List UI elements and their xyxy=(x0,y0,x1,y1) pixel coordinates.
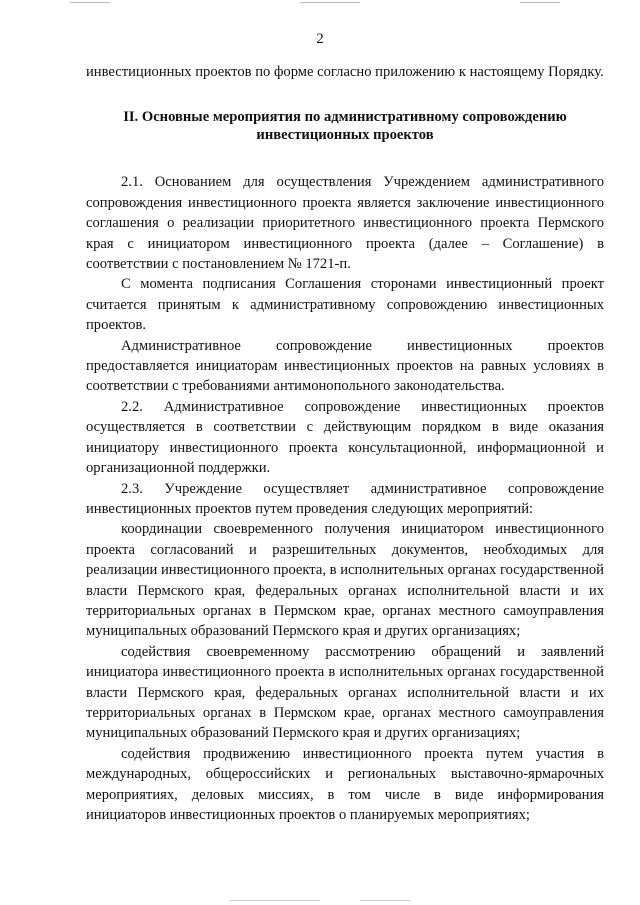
scan-mark xyxy=(300,2,360,3)
list-item: содействия продвижению инвестиционного проекта путем участия в международных, общероссийских и региональных выставочно-ярмарочных мероприятиях, деловых миссиях, в том числе в виде информирования инициаторов инвестиционных проектов о планируемых мероприятиях; xyxy=(86,745,604,823)
scan-mark xyxy=(360,900,410,901)
document-body xyxy=(86,62,604,825)
list-item: содействия своевременному рассмотрению обращений и заявлений инициатора инвестиционного проекта в исполнительных органах государственной власти Пермского края, федеральных органах исполнительной власти и их территориальных органах в Пермском крае, органах местного самоуправления муниципальных образований Пермского края и других организациях; xyxy=(86,643,604,742)
scan-mark xyxy=(230,900,320,901)
paragraph: 2.3. Учреждение осуществляет административное сопровождение инвестиционных проектов путем проведения следующих мероприятий: xyxy=(86,480,604,517)
intro-paragraph: инвестиционных проектов по форме согласно приложению к настоящему Порядку. xyxy=(86,64,604,80)
page-number: 2 xyxy=(316,31,324,47)
scan-mark xyxy=(70,2,110,3)
section-heading: II. Основные мероприятия по административному сопровождению инвестиционных проектов xyxy=(123,109,567,144)
paragraph: С момента подписания Соглашения сторонами инвестиционный проект считается принятым к административному сопровождению инвестиционных проектов. xyxy=(86,276,604,334)
scan-top-edge xyxy=(0,2,640,8)
paragraph: Административное сопровождение инвестиционных проектов предоставляется инициаторам инвестиционных проектов на равных условиях в соответствии с требованиями антимонопольного законодательства. xyxy=(86,337,604,395)
paragraph: 2.1. Основанием для осуществления Учреждением административного сопровождения инвестиционного проекта является заключение инвестиционного соглашения о реализации приоритетного инвестиционного проекта Пермского края с инициатором инвестиционного проекта (далее – Соглашение) в соответствии с постановлением № 1721-п. xyxy=(86,174,604,273)
paragraph: 2.2. Административное сопровождение инвестиционных проектов осуществляется в соответствии с действующим порядком в виде оказания инициатору инвестиционного проекта консультационной, информационной и организационной поддержки. xyxy=(86,398,604,477)
scan-bottom-edge xyxy=(0,897,640,901)
list-item: координации своевременного получения инициатором инвестиционного проекта согласований и разрешительных документов, необходимых для реализации инвестиционного проекта, в исполнительных органах государственной власти Пермского края, федеральных органах исполнительной власти и их территориальных органах в Пермском крае, органах местного самоуправления муниципальных образований Пермского края и других организациях; xyxy=(86,521,604,640)
scan-mark xyxy=(520,2,560,3)
